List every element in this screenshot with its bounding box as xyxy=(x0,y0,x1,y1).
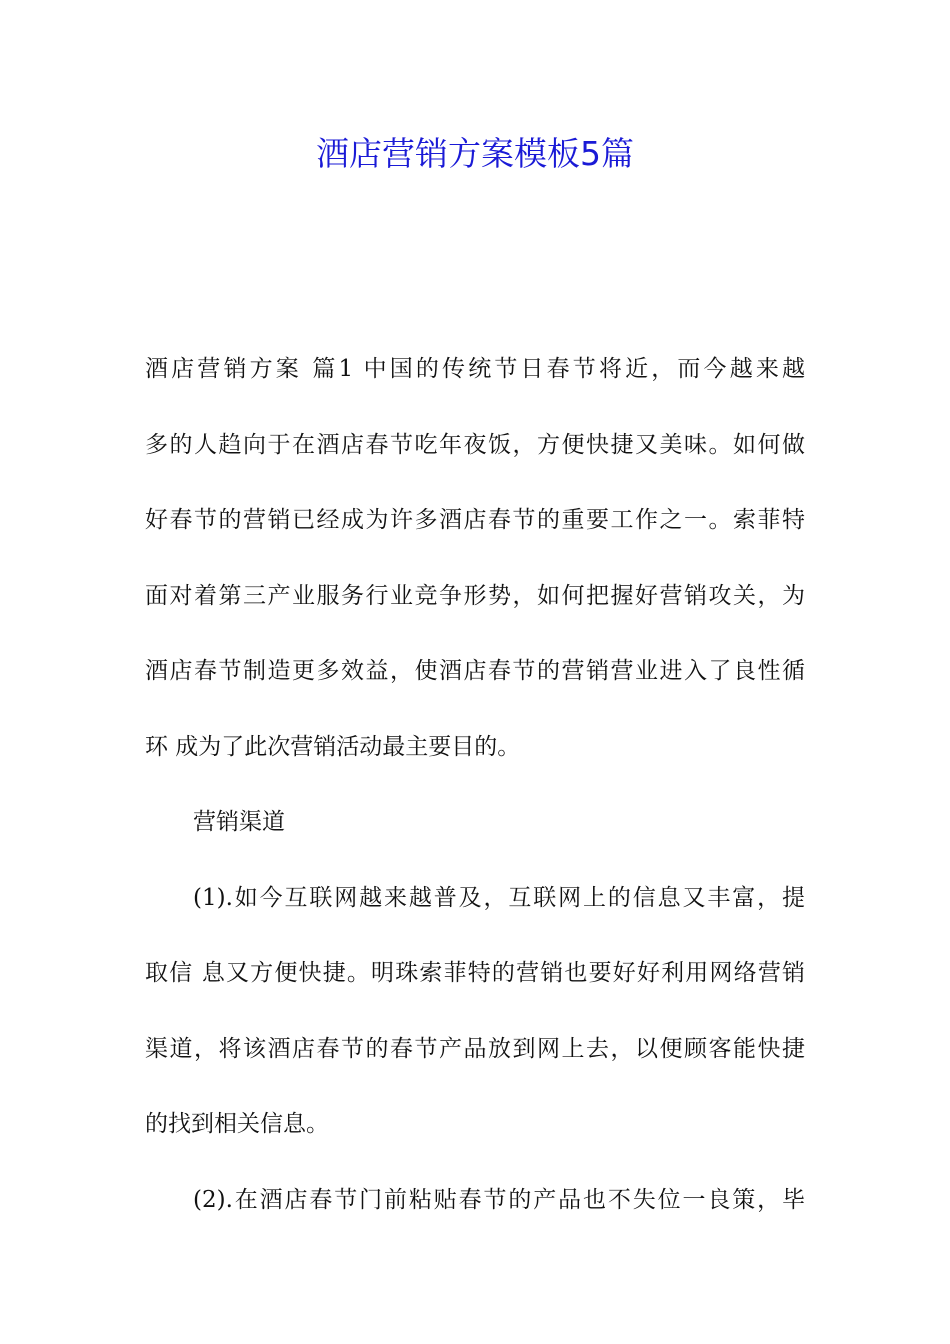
document-title: 酒店营销方案模板5篇 xyxy=(316,134,634,173)
body-line: 酒店春节制造更多效益，使酒店春节的营销营业进入了良性循 xyxy=(145,658,805,684)
body-line: 多的人趋向于在酒店春节吃年夜饭，方便快捷又美味。如何做 xyxy=(145,431,805,458)
body-line: 面对着第三产业服务行业竞争形势，如何把握好营销攻关，为 xyxy=(145,582,805,609)
section-heading: 营销渠道 xyxy=(193,809,285,835)
body-line: 环 成为了此次营销活动最主要目的。 xyxy=(145,733,521,760)
document-body xyxy=(145,332,805,1238)
body-line: 酒店营销方案 篇1 中国的传统节日春节将近，而今越来越 xyxy=(145,356,805,382)
body-line: 的找到相关信息。 xyxy=(145,1111,329,1137)
body-line: (1).如今互联网越来越普及，互联网上的信息又丰富，提 xyxy=(193,884,805,911)
body-line: 渠道，将该酒店春节的春节产品放到网上去，以便顾客能快捷 xyxy=(145,1035,805,1062)
body-line: 取信 息又方便快捷。明珠索菲特的营销也要好好利用网络营销 xyxy=(145,960,805,986)
body-line: (2).在酒店春节门前粘贴春节的产品也不失位一良策，毕 xyxy=(193,1186,805,1213)
body-line: 好春节的营销已经成为许多酒店春节的重要工作之一。索菲特 xyxy=(145,507,805,533)
